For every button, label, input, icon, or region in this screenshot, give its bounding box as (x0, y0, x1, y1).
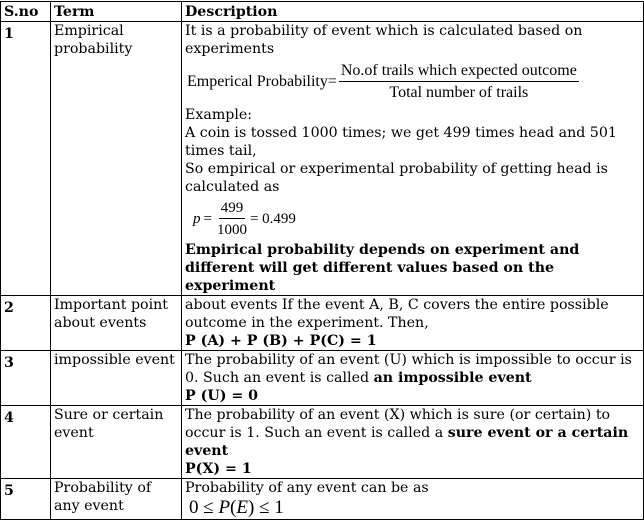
description-text: It is a probability of event which is calculated based on experiments (185, 23, 583, 57)
probability-terms-table (0, 1, 644, 520)
header-term: Term (51, 2, 182, 22)
p-variable: p (193, 211, 201, 227)
table-row (1, 296, 644, 351)
p-fraction (217, 199, 247, 239)
row-description (182, 22, 644, 296)
header-description: Description (182, 2, 644, 22)
description-text: The probability of an event (X) which is sure (or certain) to occur is 1. Such an event is called a (185, 407, 611, 441)
row-description (182, 406, 644, 479)
formula-numerator: No.of trails which expected outcome (339, 62, 579, 82)
row-term: impossible event (51, 351, 182, 406)
row-term: Empirical probability (51, 22, 182, 296)
ineq-upper: ≤ 1 (254, 497, 284, 518)
row-term: Probability of any event (51, 479, 182, 520)
formula-fraction (339, 62, 579, 102)
example-text: A coin is tossed 1000 times; we get 499 times head and 501 times tail, (185, 125, 617, 159)
row-sno: 1 (1, 22, 51, 296)
description-emphasis: an impossible event (373, 370, 532, 386)
ineq-e: E (236, 497, 248, 518)
head-probability-formula (193, 199, 640, 239)
description-text: Probability of any event can be as (185, 480, 429, 496)
row-description (182, 351, 644, 406)
p-denominator: 1000 (216, 222, 247, 238)
table-row (1, 406, 644, 479)
table-header-row (1, 2, 644, 22)
p-equals: = (203, 211, 212, 227)
table-row (1, 22, 644, 296)
description-formula: P (U) = 0 (185, 388, 259, 404)
ineq-open-paren: ( (230, 497, 237, 518)
row-term: Important point about events (51, 296, 182, 351)
row-description (182, 479, 644, 520)
table-row (1, 351, 644, 406)
description-text: about events If the event A, B, C covers the entire possible outcome in the experiment. Then, (185, 297, 609, 331)
probability-inequality (189, 497, 640, 519)
p-result: = 0.499 (249, 211, 296, 227)
formula-lhs: Emperical Probability= (187, 73, 337, 90)
row-sno: 3 (1, 351, 51, 406)
so-text: So empirical or experimental probability of getting head is calculated as (185, 161, 608, 195)
row-description (182, 296, 644, 351)
row-sno: 4 (1, 406, 51, 479)
description-text: The probability of an event (U) which is impossible to occur is 0. Such an event is called (185, 352, 632, 386)
example-label: Example: (185, 107, 253, 123)
table-row (1, 479, 644, 520)
empirical-formula (187, 62, 640, 102)
ineq-close-paren: ) (247, 497, 255, 518)
formula-denominator: Total number of trails (389, 84, 529, 101)
conclusion-text: Empirical probability depends on experiment and different will get different values based on the experiment (185, 242, 580, 294)
description-emphasis: sure event or a certain event (185, 425, 629, 459)
ineq-lower: 0 ≤ (189, 497, 219, 518)
ineq-p: P (218, 497, 231, 518)
row-sno: 5 (1, 479, 51, 520)
header-sno: S.no (1, 2, 51, 22)
row-sno: 2 (1, 296, 51, 351)
description-formula: P(X) = 1 (185, 461, 252, 477)
row-term: Sure or certain event (51, 406, 182, 479)
description-formula: P (A) + P (B) + P(C) = 1 (185, 333, 377, 349)
p-numerator: 499 (219, 199, 246, 219)
